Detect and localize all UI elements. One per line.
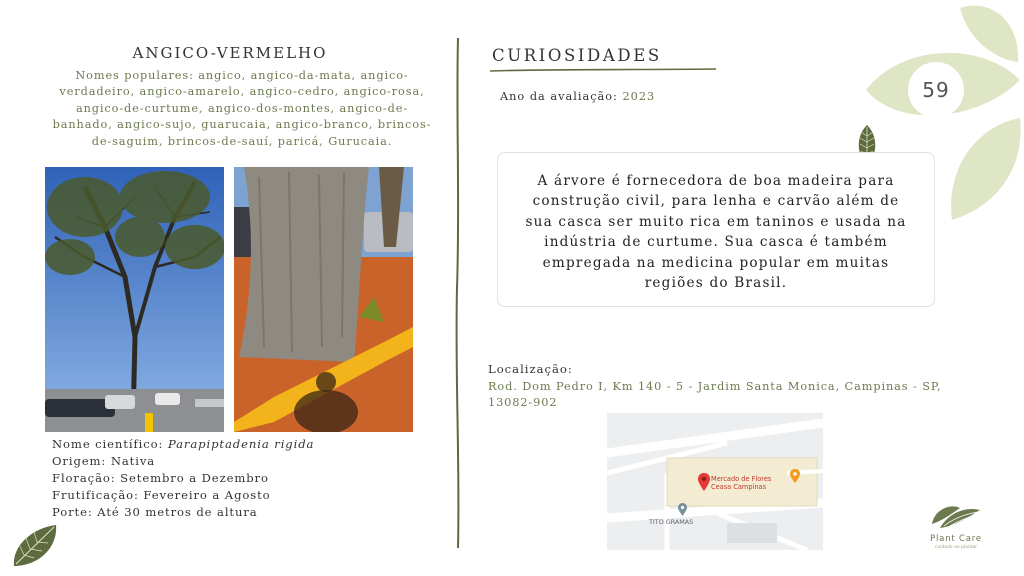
fruiting-row: Frutificação: Fevereiro a Agosto — [52, 488, 271, 502]
leaf-icon — [10, 522, 60, 570]
curiosity-box: A árvore é fornecedora de boa madeira para construção civil, para lenha e carvão além de sua casca ser muito rica em taninos e usada na indústria de curtume. Sua casca é também empregada na medicina popular em muitas regiões do Brasil. — [497, 152, 935, 307]
logo-tagline: cuidado ao plantar — [934, 545, 978, 550]
map-pin-icon[interactable] — [698, 473, 710, 491]
title-underline — [490, 66, 716, 74]
origin-row: Origem: Nativa — [52, 454, 156, 468]
species-facts — [52, 436, 314, 521]
map-place-line-1: Mercado de Flores — [711, 475, 772, 483]
location-map[interactable] — [607, 413, 823, 550]
location-label: Localização: — [488, 362, 573, 376]
place-pin-icon[interactable] — [678, 503, 687, 516]
tree-trunk-photo — [234, 167, 413, 432]
restaurant-pin-icon[interactable] — [790, 469, 800, 483]
map-street-label: TITO GRAMAS — [649, 518, 694, 526]
year-label: Ano da avaliação: — [500, 90, 623, 103]
scientific-name-value: Parapiptadenia rigida — [167, 437, 315, 451]
assessment-year — [500, 90, 655, 103]
map-place-line-2: Ceasa Campinas — [711, 483, 767, 491]
plant-care-logo-icon — [930, 502, 982, 532]
size-row: Porte: Até 30 metros de altura — [52, 505, 258, 519]
popular-names: Nomes populares: angico, angico-da-mata, angico-verdadeiro, angico-amarelo, angico-cedro, angico-rosa, angico-de-curtume, angico-dos-montes, angico-de-banhado, angico-sujo, guarucaia, angico-branco, brincos-de-saguim, brincos-de-sauí, paricá, Gurucaia. — [52, 69, 432, 148]
scientific-name-row — [52, 436, 314, 453]
curiosities-title: CURIOSIDADES — [492, 46, 662, 65]
location-address: Rod. Dom Pedro I, Km 140 - 5 - Jardim Santa Monica, Campinas - SP, 13082-902 — [488, 380, 942, 409]
year-value: 2023 — [622, 90, 656, 103]
species-title: ANGICO-VERMELHO — [132, 44, 328, 62]
map-place-name[interactable] — [711, 475, 771, 491]
scientific-name-label: Nome científico: — [52, 437, 168, 451]
flowering-row: Floração: Setembro a Dezembro — [52, 471, 269, 485]
column-divider — [453, 38, 463, 548]
logo-name: Plant Care — [930, 534, 982, 544]
tree-canopy-photo — [45, 167, 224, 432]
page-number-badge: 59 — [908, 62, 964, 118]
